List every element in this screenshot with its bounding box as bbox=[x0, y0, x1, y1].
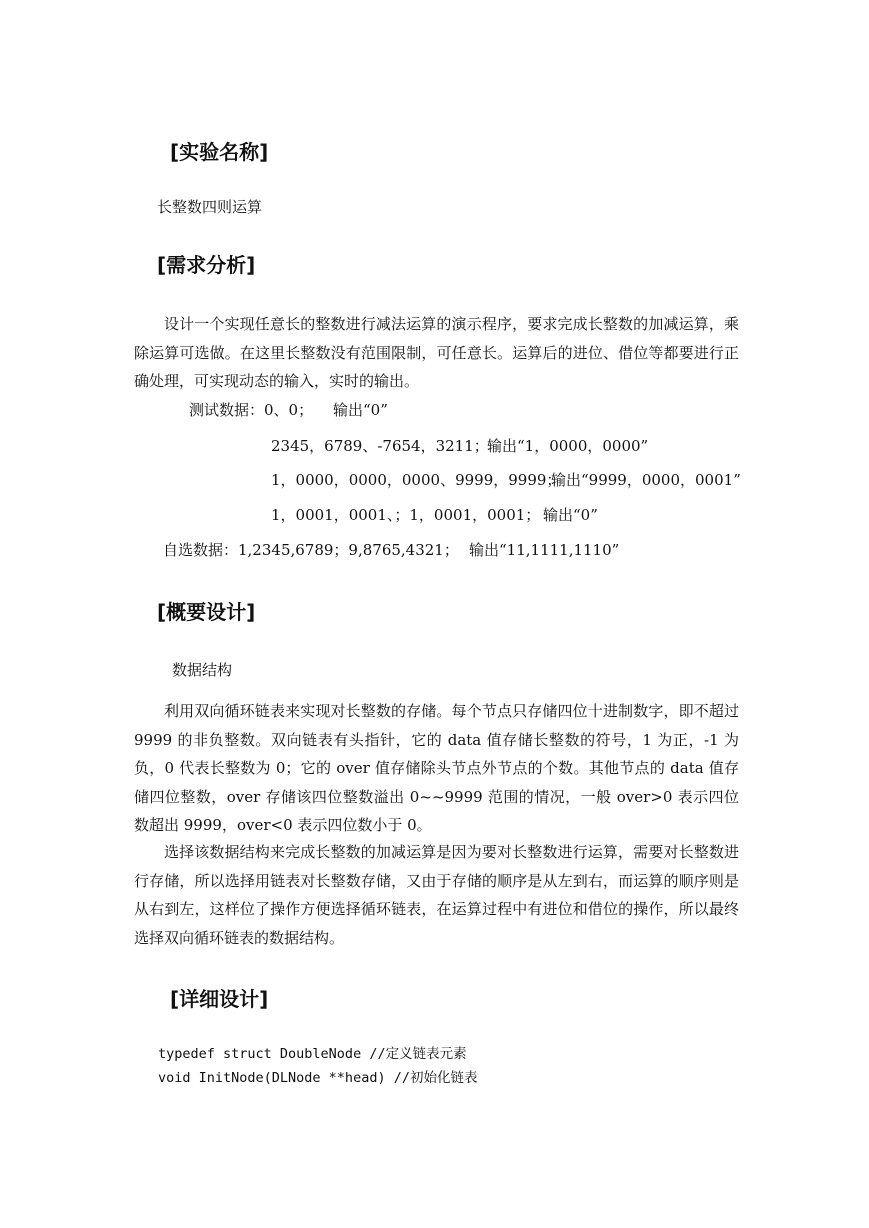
data-structure-subheading: 数据结构 bbox=[172, 661, 233, 679]
code-line-typedef: typedef struct DoubleNode //定义链表元素 bbox=[158, 1046, 467, 1062]
test-data-label: 测试数据：0、0； bbox=[189, 401, 314, 419]
section-heading-experiment-name: [实验名称] bbox=[170, 140, 269, 164]
section-heading-overview: [概要设计] bbox=[157, 600, 256, 624]
experiment-name-text: 长整数四则运算 bbox=[157, 198, 263, 216]
overview-paragraph-1: 利用双向循环链表来实现对长整数的存储。每个节点只存储四位十进制数字，即不超过 9999 的非负整数。双向链表有头指针，它的 data 值存储长整数的符号，1 为正，-1 为负，0 代表长整数为 0；它的 over 值存储除头节点外节点的个数。其他节点的 data 值存储四位整数，over 存储该四位整数溢出 0~~9999 范围的情况，一般 over>0 表示四位数超出 9999，over<0 表示四位数小于 0。 bbox=[134, 702, 739, 834]
requirements-paragraph: 设计一个实现任意长的整数进行减法运算的演示程序，要求完成长整数的加减运算，乘除运算可选做。在这里长整数没有范围限制，可任意长。运算后的进位、借位等都要进行正确处理，可实现动态的输入，实时的输出。 bbox=[134, 315, 739, 390]
test-data-line-2: 2345，6789、-7654，3211； bbox=[271, 437, 489, 455]
code-line-initnode: void InitNode(DLNode **head) //初始化链表 bbox=[158, 1070, 478, 1086]
test-data-output-2: 输出“1，0000，0000” bbox=[487, 437, 649, 455]
section-heading-requirements: [需求分析] bbox=[157, 253, 256, 277]
test-data-output-1: 输出“0” bbox=[333, 401, 388, 419]
overview-paragraph-2: 选择该数据结构来完成长整数的加减运算是因为要对长整数进行运算，需要对长整数进行存储，所以选择用链表对长整数存储，又由于存储的顺序是从左到右，而运算的顺序则是从右到左，这样位了操作方便选择循环链表，在运算过程中有进位和借位的操作，所以最终选择双向循环链表的数据结构。 bbox=[134, 843, 739, 947]
test-data-line-3: 1，0000，0000，0000、9999，9999； bbox=[271, 471, 562, 489]
test-data-output-3: 输出“9999，0000，0001” bbox=[551, 471, 741, 489]
custom-data-output: 输出“11,1111,1110” bbox=[469, 541, 620, 559]
test-data-output-4: 输出“0” bbox=[543, 506, 598, 524]
custom-data-line: 自选数据：1,2345,6789；9,8765,4321； bbox=[163, 541, 459, 559]
section-heading-detailed-design: [详细设计] bbox=[170, 987, 269, 1011]
test-data-line-4: 1，0001，0001、；1，0001，0001； bbox=[271, 506, 541, 524]
